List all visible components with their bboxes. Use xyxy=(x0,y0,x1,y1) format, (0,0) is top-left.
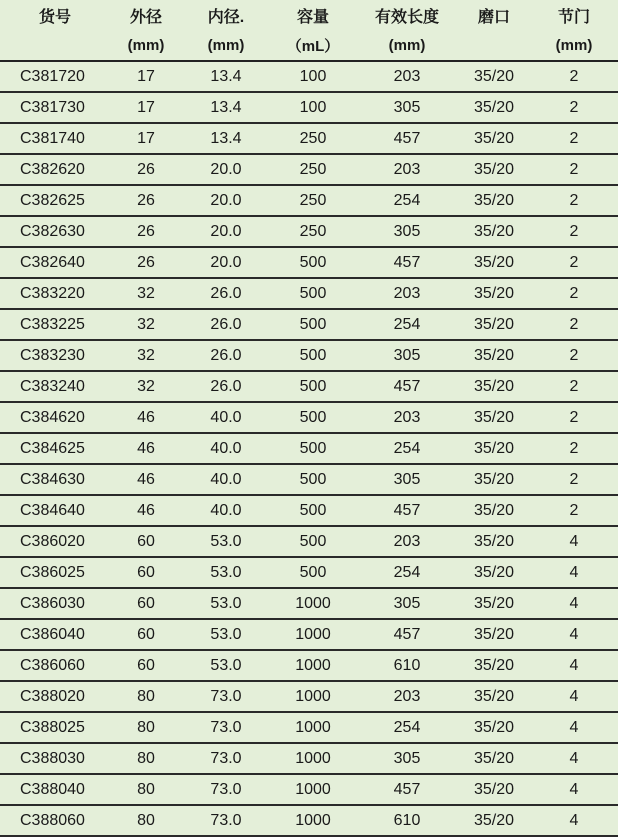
cell-stopcock: 2 xyxy=(530,61,618,92)
cell-capacity: 500 xyxy=(270,495,356,526)
cell-inner-diameter: 20.0 xyxy=(182,216,270,247)
cell-effective-length: 610 xyxy=(356,650,458,681)
cell-effective-length: 254 xyxy=(356,557,458,588)
table-row xyxy=(0,216,618,247)
cell-effective-length: 254 xyxy=(356,433,458,464)
table-row xyxy=(0,340,618,371)
cell-inner-diameter: 26.0 xyxy=(182,309,270,340)
cell-stopcock: 2 xyxy=(530,340,618,371)
cell-effective-length: 457 xyxy=(356,495,458,526)
cell-stopcock: 2 xyxy=(530,278,618,309)
cell-stopcock: 2 xyxy=(530,185,618,216)
cell-outer-diameter: 32 xyxy=(110,340,182,371)
cell-outer-diameter: 32 xyxy=(110,309,182,340)
cell-item-number: C383240 xyxy=(0,371,110,402)
cell-ground-joint: 35/20 xyxy=(458,433,530,464)
cell-outer-diameter: 26 xyxy=(110,185,182,216)
cell-capacity: 500 xyxy=(270,557,356,588)
cell-effective-length: 254 xyxy=(356,712,458,743)
cell-stopcock: 4 xyxy=(530,619,618,650)
table-row xyxy=(0,123,618,154)
header-unit-stopcock: (mm) xyxy=(530,30,618,61)
cell-inner-diameter: 40.0 xyxy=(182,402,270,433)
cell-capacity: 1000 xyxy=(270,805,356,836)
header-unit-item-number xyxy=(0,30,110,61)
cell-stopcock: 4 xyxy=(530,712,618,743)
table-row xyxy=(0,557,618,588)
table-row xyxy=(0,495,618,526)
cell-effective-length: 203 xyxy=(356,154,458,185)
header-capacity: 容量 xyxy=(296,8,329,26)
cell-outer-diameter: 26 xyxy=(110,216,182,247)
cell-item-number: C382620 xyxy=(0,154,110,185)
cell-item-number: C381740 xyxy=(0,123,110,154)
cell-outer-diameter: 17 xyxy=(110,61,182,92)
cell-effective-length: 305 xyxy=(356,464,458,495)
table-row xyxy=(0,278,618,309)
cell-capacity: 500 xyxy=(270,340,356,371)
cell-outer-diameter: 32 xyxy=(110,371,182,402)
cell-inner-diameter: 40.0 xyxy=(182,433,270,464)
cell-outer-diameter: 46 xyxy=(110,464,182,495)
header-inner-diameter: 内径. xyxy=(207,8,245,26)
cell-ground-joint: 35/20 xyxy=(458,154,530,185)
cell-capacity: 1000 xyxy=(270,588,356,619)
cell-effective-length: 305 xyxy=(356,743,458,774)
cell-inner-diameter: 26.0 xyxy=(182,278,270,309)
cell-item-number: C382640 xyxy=(0,247,110,278)
cell-item-number: C384625 xyxy=(0,433,110,464)
cell-effective-length: 203 xyxy=(356,61,458,92)
cell-ground-joint: 35/20 xyxy=(458,681,530,712)
cell-ground-joint: 35/20 xyxy=(458,123,530,154)
cell-outer-diameter: 60 xyxy=(110,557,182,588)
cell-effective-length: 305 xyxy=(356,216,458,247)
header-unit-capacity: （mL） xyxy=(270,30,356,61)
table-row xyxy=(0,247,618,278)
cell-stopcock: 2 xyxy=(530,154,618,185)
cell-outer-diameter: 32 xyxy=(110,278,182,309)
cell-outer-diameter: 80 xyxy=(110,681,182,712)
cell-stopcock: 2 xyxy=(530,464,618,495)
table-row xyxy=(0,433,618,464)
table-body xyxy=(0,61,618,836)
cell-ground-joint: 35/20 xyxy=(458,650,530,681)
cell-ground-joint: 35/20 xyxy=(458,743,530,774)
cell-item-number: C386030 xyxy=(0,588,110,619)
table-row xyxy=(0,743,618,774)
table-row xyxy=(0,402,618,433)
cell-capacity: 1000 xyxy=(270,650,356,681)
cell-outer-diameter: 17 xyxy=(110,92,182,123)
table-row xyxy=(0,185,618,216)
cell-inner-diameter: 13.4 xyxy=(182,92,270,123)
cell-effective-length: 610 xyxy=(356,805,458,836)
cell-effective-length: 305 xyxy=(356,340,458,371)
cell-item-number: C386040 xyxy=(0,619,110,650)
cell-ground-joint: 35/20 xyxy=(458,774,530,805)
cell-outer-diameter: 80 xyxy=(110,712,182,743)
cell-item-number: C388040 xyxy=(0,774,110,805)
cell-outer-diameter: 60 xyxy=(110,619,182,650)
cell-item-number: C383220 xyxy=(0,278,110,309)
cell-inner-diameter: 53.0 xyxy=(182,526,270,557)
cell-item-number: C388020 xyxy=(0,681,110,712)
cell-item-number: C381730 xyxy=(0,92,110,123)
cell-inner-diameter: 53.0 xyxy=(182,650,270,681)
cell-ground-joint: 35/20 xyxy=(458,557,530,588)
cell-stopcock: 4 xyxy=(530,588,618,619)
header-unit-inner-diameter: (mm) xyxy=(182,30,270,61)
header-effective-length: 有效长度 xyxy=(374,8,439,26)
cell-capacity: 1000 xyxy=(270,619,356,650)
header-unit-effective-length: (mm) xyxy=(356,30,458,61)
cell-outer-diameter: 46 xyxy=(110,433,182,464)
cell-stopcock: 2 xyxy=(530,309,618,340)
header-stopcock: 节门 xyxy=(557,8,590,26)
cell-capacity: 250 xyxy=(270,154,356,185)
cell-ground-joint: 35/20 xyxy=(458,526,530,557)
cell-inner-diameter: 40.0 xyxy=(182,495,270,526)
cell-inner-diameter: 13.4 xyxy=(182,123,270,154)
cell-inner-diameter: 73.0 xyxy=(182,712,270,743)
cell-ground-joint: 35/20 xyxy=(458,278,530,309)
cell-capacity: 100 xyxy=(270,92,356,123)
cell-stopcock: 2 xyxy=(530,402,618,433)
cell-item-number: C386025 xyxy=(0,557,110,588)
cell-stopcock: 4 xyxy=(530,557,618,588)
cell-effective-length: 254 xyxy=(356,309,458,340)
cell-capacity: 500 xyxy=(270,526,356,557)
cell-capacity: 500 xyxy=(270,309,356,340)
cell-effective-length: 457 xyxy=(356,247,458,278)
cell-effective-length: 203 xyxy=(356,681,458,712)
cell-capacity: 250 xyxy=(270,123,356,154)
cell-effective-length: 457 xyxy=(356,619,458,650)
cell-stopcock: 2 xyxy=(530,433,618,464)
cell-item-number: C386060 xyxy=(0,650,110,681)
table-row xyxy=(0,619,618,650)
cell-ground-joint: 35/20 xyxy=(458,216,530,247)
cell-ground-joint: 35/20 xyxy=(458,61,530,92)
cell-effective-length: 305 xyxy=(356,92,458,123)
header-ground-joint: 磨口 xyxy=(477,8,510,26)
cell-item-number: C386020 xyxy=(0,526,110,557)
cell-stopcock: 4 xyxy=(530,743,618,774)
cell-item-number: C383225 xyxy=(0,309,110,340)
header-row-names xyxy=(0,0,618,30)
cell-inner-diameter: 73.0 xyxy=(182,743,270,774)
cell-inner-diameter: 73.0 xyxy=(182,774,270,805)
cell-capacity: 1000 xyxy=(270,712,356,743)
cell-ground-joint: 35/20 xyxy=(458,371,530,402)
table-row xyxy=(0,61,618,92)
cell-ground-joint: 35/20 xyxy=(458,340,530,371)
cell-inner-diameter: 40.0 xyxy=(182,464,270,495)
table-row xyxy=(0,154,618,185)
cell-ground-joint: 35/20 xyxy=(458,805,530,836)
cell-outer-diameter: 60 xyxy=(110,588,182,619)
header-unit-outer-diameter: (mm) xyxy=(110,30,182,61)
cell-item-number: C384640 xyxy=(0,495,110,526)
cell-stopcock: 2 xyxy=(530,92,618,123)
cell-item-number: C388025 xyxy=(0,712,110,743)
cell-inner-diameter: 20.0 xyxy=(182,154,270,185)
cell-capacity: 1000 xyxy=(270,681,356,712)
cell-outer-diameter: 60 xyxy=(110,526,182,557)
cell-inner-diameter: 73.0 xyxy=(182,805,270,836)
table-row xyxy=(0,681,618,712)
cell-ground-joint: 35/20 xyxy=(458,588,530,619)
cell-stopcock: 2 xyxy=(530,123,618,154)
header-unit-ground-joint xyxy=(458,30,530,61)
table-row xyxy=(0,712,618,743)
cell-stopcock: 2 xyxy=(530,247,618,278)
cell-inner-diameter: 53.0 xyxy=(182,557,270,588)
table-row xyxy=(0,774,618,805)
table-row xyxy=(0,805,618,836)
table-row xyxy=(0,371,618,402)
cell-stopcock: 4 xyxy=(530,681,618,712)
cell-capacity: 500 xyxy=(270,402,356,433)
cell-capacity: 500 xyxy=(270,464,356,495)
cell-inner-diameter: 13.4 xyxy=(182,61,270,92)
cell-effective-length: 457 xyxy=(356,774,458,805)
table-row xyxy=(0,309,618,340)
cell-ground-joint: 35/20 xyxy=(458,185,530,216)
cell-item-number: C382625 xyxy=(0,185,110,216)
cell-ground-joint: 35/20 xyxy=(458,402,530,433)
cell-stopcock: 2 xyxy=(530,371,618,402)
header-outer-diameter: 外径 xyxy=(129,8,162,26)
cell-outer-diameter: 80 xyxy=(110,743,182,774)
cell-inner-diameter: 26.0 xyxy=(182,340,270,371)
cell-outer-diameter: 26 xyxy=(110,247,182,278)
cell-capacity: 500 xyxy=(270,278,356,309)
header-row-units xyxy=(0,30,618,61)
cell-inner-diameter: 20.0 xyxy=(182,247,270,278)
table-row xyxy=(0,650,618,681)
cell-item-number: C383230 xyxy=(0,340,110,371)
cell-capacity: 500 xyxy=(270,433,356,464)
cell-capacity: 500 xyxy=(270,371,356,402)
cell-outer-diameter: 46 xyxy=(110,495,182,526)
cell-effective-length: 457 xyxy=(356,371,458,402)
cell-item-number: C384630 xyxy=(0,464,110,495)
cell-inner-diameter: 73.0 xyxy=(182,681,270,712)
cell-effective-length: 305 xyxy=(356,588,458,619)
cell-stopcock: 4 xyxy=(530,774,618,805)
cell-inner-diameter: 20.0 xyxy=(182,185,270,216)
cell-ground-joint: 35/20 xyxy=(458,619,530,650)
cell-item-number: C381720 xyxy=(0,61,110,92)
cell-capacity: 500 xyxy=(270,247,356,278)
cell-ground-joint: 35/20 xyxy=(458,309,530,340)
cell-outer-diameter: 26 xyxy=(110,154,182,185)
table-row xyxy=(0,464,618,495)
cell-outer-diameter: 80 xyxy=(110,774,182,805)
cell-stopcock: 4 xyxy=(530,650,618,681)
cell-outer-diameter: 80 xyxy=(110,805,182,836)
cell-ground-joint: 35/20 xyxy=(458,464,530,495)
cell-capacity: 1000 xyxy=(270,743,356,774)
cell-ground-joint: 35/20 xyxy=(458,712,530,743)
cell-item-number: C388060 xyxy=(0,805,110,836)
cell-ground-joint: 35/20 xyxy=(458,247,530,278)
cell-effective-length: 203 xyxy=(356,526,458,557)
table-row xyxy=(0,92,618,123)
cell-outer-diameter: 17 xyxy=(110,123,182,154)
cell-inner-diameter: 53.0 xyxy=(182,619,270,650)
cell-outer-diameter: 60 xyxy=(110,650,182,681)
cell-effective-length: 203 xyxy=(356,278,458,309)
cell-capacity: 250 xyxy=(270,216,356,247)
cell-item-number: C388030 xyxy=(0,743,110,774)
cell-capacity: 250 xyxy=(270,185,356,216)
cell-capacity: 100 xyxy=(270,61,356,92)
cell-stopcock: 4 xyxy=(530,526,618,557)
cell-item-number: C384620 xyxy=(0,402,110,433)
cell-effective-length: 203 xyxy=(356,402,458,433)
cell-stopcock: 2 xyxy=(530,495,618,526)
table-row xyxy=(0,526,618,557)
header-item-number: 货号 xyxy=(38,8,71,26)
cell-effective-length: 254 xyxy=(356,185,458,216)
cell-inner-diameter: 53.0 xyxy=(182,588,270,619)
cell-stopcock: 2 xyxy=(530,216,618,247)
cell-outer-diameter: 46 xyxy=(110,402,182,433)
table-row xyxy=(0,588,618,619)
cell-inner-diameter: 26.0 xyxy=(182,371,270,402)
cell-ground-joint: 35/20 xyxy=(458,92,530,123)
cell-stopcock: 4 xyxy=(530,805,618,836)
cell-item-number: C382630 xyxy=(0,216,110,247)
cell-effective-length: 457 xyxy=(356,123,458,154)
table-header xyxy=(0,0,618,61)
cell-ground-joint: 35/20 xyxy=(458,495,530,526)
cell-capacity: 1000 xyxy=(270,774,356,805)
